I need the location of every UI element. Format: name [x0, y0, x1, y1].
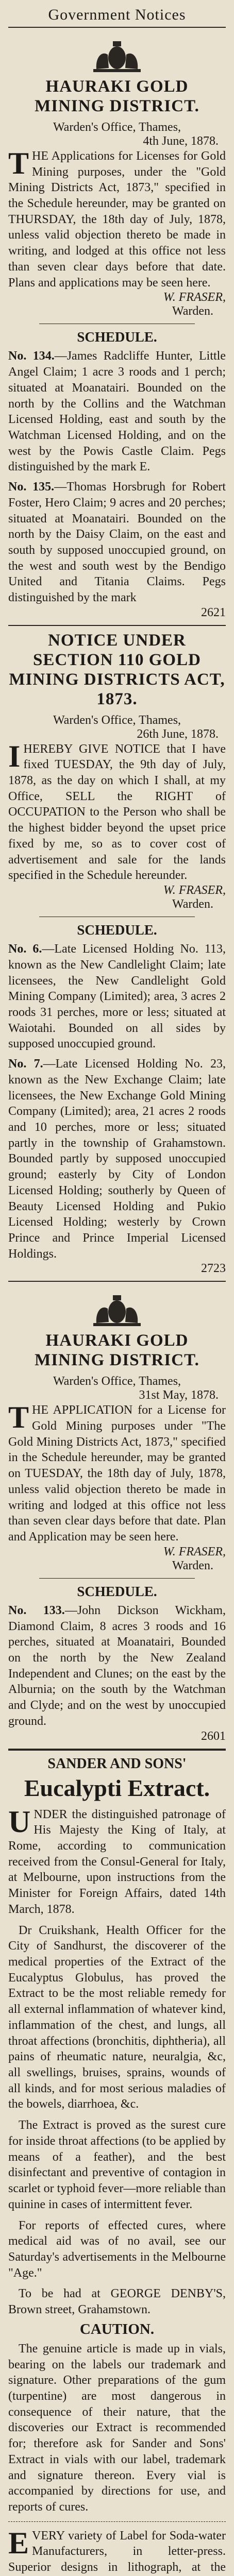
ad-paragraph: For reports of effected cures, where medical aid was of no avail, see our Saturday's advertisements in the Melbourne "Age."	[8, 2218, 226, 2280]
item-text: —James Radcliffe Hunter, Little Angel Claim; 1 acre 3 roods and 1 perch; situated at Moanatairi. Bounded on the north by the Collins and the Watchman Licensed Holding, east and south by the Watchman Licensed Holding, and on the west by the Powis Castle Claim. Pegs distinguished by the mark E.	[8, 349, 226, 474]
notice-role: Warden.	[172, 304, 213, 318]
item-text: —Thomas Horsbrugh for Robert Foster, Hero Claim; 9 acres and 20 perches; situated at Moanatairi. Bounded on the north by the Daisy Claim, on the east and south by supposed unoccupied ground, on the west and south west by the Bendigo United and Titania Claims. Pegs distinguished by the mark	[8, 480, 226, 605]
schedule-item	[8, 1056, 226, 1262]
item-text: —Late Licensed Holding No. 113, known as the New Candlelight Claim; late licensees, the New Candlelight Gold Mining Company (Limited); area, 3 acres 2 roods 31 perches, more or less; situated at Waiotahi. Bounded on all sides by supposed unoccupied ground.	[8, 942, 226, 1051]
notice-signature: W. FRASER,	[163, 291, 226, 304]
ad-paragraph: UNDER the distinguished patronage of His Majesty the King of Italy, at Rome, according to communication received from the Consul-General for Italy, at Melbourne, upon instructions from the Minister for Foreign Affairs, dated 14th March, 1878.	[8, 1804, 226, 1916]
item-text: —Late Licensed Holding No. 23, known as the New Exchange Claim; late licensees, the New Exchange Gold Mining Company (Limited); area, 21 acres 2 roods and 10 perches, more or less; situated partly in the township of Grahamstown. Bounded partly by supposed unoccupied ground; easterly by City of London Licensed Holding; southerly by Queen of Beauty Licensed Holding and Pukio Licensed Holding; westerly by Crown Prince and Prince Imperial Licensed Holdings.	[8, 1057, 226, 1261]
item-number: No. 134.	[8, 349, 55, 363]
notice-place: Warden's Office, Thames,	[53, 120, 181, 134]
notice-title: NOTICE UNDER SECTION 110 GOLD MINING DISTRICTS ACT, 1873.	[9, 631, 225, 708]
divider	[39, 1578, 195, 1579]
schedule-item	[8, 941, 226, 1052]
notice-place: Warden's Office, Thames,	[53, 713, 181, 727]
ad-number: 2723	[201, 1262, 226, 1276]
eucalypti-advertisement	[8, 1756, 226, 2515]
item-number: No. 7.	[8, 1057, 43, 1071]
notice-hauraki-1	[8, 37, 226, 620]
divider	[8, 625, 226, 626]
notice-body: THE Applications for Licenses for Gold Mining purposes, under the "Gold Mining Districts Act, 1873," specified in the Schedule hereunder, may be granted on THURSDAY, the 18th day of July, 1878, unless valid objection thereto be made in writing, and lodged at this office not less than seven clear days before that date. Plans and applications may be seen here.	[8, 146, 226, 290]
schedule-label: SCHEDULE.	[77, 329, 157, 345]
notice-body: IHEREBY GIVE NOTICE that I have fixed TUESDAY, the 9th day of July, 1878, as the day on which I shall, at my Office, SELL the RIGHT of OCCUPATION to the Person who shall be the highest bidder beyond the upset price fixed by me, so as to cover cost of advertisement and sale for the lands specified in the Schedule hereunder.	[8, 739, 226, 883]
notice-body: THE APPLICATION for a License for Gold Mining purposes under "The Gold Mining Districts Act, 1873," specified in the Schedule hereunder, may be granted on TUESDAY, the 18th day of July, 1878, unless valid objection thereto be made in writing and lodged at this office not less than seven clear days before that date. Plan and Application may be seen here.	[8, 1400, 226, 1544]
notice-place: Warden's Office, Thames,	[53, 1375, 181, 1388]
notice-signature: W. FRASER,	[163, 884, 226, 897]
caution-heading: CAUTION.	[79, 2320, 155, 2337]
item-text: —John Dickson Wickham, Diamond Claim, 8 acres 3 roods and 16 perches, situated at Moanatairi, Bounded on the north by the New Zealand Independent and Clunes; on the east by the Alburnia; on the south by the Watchman and Clyde; and on the west by unoccupied ground.	[8, 1603, 226, 1728]
schedule-item	[8, 348, 226, 475]
divider	[8, 1281, 226, 1282]
notice-section-110	[8, 631, 226, 1276]
product-name: Eucalypti Extract.	[24, 1774, 210, 1801]
ad-number: 2601	[201, 1729, 226, 1743]
notice-hauraki-2	[8, 1291, 226, 1743]
item-number: No. 133.	[8, 1603, 65, 1617]
notice-title: HAURAKI GOLD MINING DISTRICT.	[35, 1331, 199, 1370]
notice-role: Warden.	[172, 1558, 213, 1572]
royal-crest-icon	[86, 1291, 148, 1328]
notice-role: Warden.	[172, 897, 213, 911]
item-number: No. 135.	[8, 480, 55, 494]
divider	[8, 2521, 226, 2522]
notice-date: 26th June, 1878.	[137, 727, 219, 741]
ad-paragraph: Dr Cruikshank, Health Officer for the City of Sandhurst, the discoverer of the medical properties of the Extract of the Eucalyptus Globulus, has proved the Extract to be the most reliable remedy for all external inflammation of whatever kind, inflammation of the chest, and lungs, all throat affections (bronchitis, diphtheria), all pains of rheumatic nature, neuralgia, &c, all swellings, bruises, sprains, wounds of all kinds, and for most serious maladies of the bowels, diarrhoea, &c.	[8, 1923, 226, 2111]
schedule-item	[8, 479, 226, 606]
section-masthead: Government Notices	[8, 4, 226, 28]
schedule-label: SCHEDULE.	[77, 1583, 157, 1599]
notice-date: 4th June, 1878.	[143, 134, 219, 148]
royal-crest-icon	[86, 37, 148, 74]
schedule-label: SCHEDULE.	[77, 922, 157, 938]
ad-number: 2621	[201, 605, 226, 619]
ad-paragraph: The genuine article is made up in vials, bearing on the labels our trademark and signature. Other preparations of the gum (turpentine) are most dangerous in consequence of their nature, that the discoveries our Extract is recommended for; therefore ask for Sander and Sons' Extract in vials with our label, trademark and signature thereon. Every vial is accompanied by directions for use, and reports of cures.	[8, 2342, 226, 2514]
item-number: No. 6.	[8, 942, 42, 956]
divider	[8, 1749, 226, 1751]
labels-advertisement: EVERY variety of Label for Soda-water Manufacturers, in letter-press. Superior designs in lithograph, at the	[8, 2526, 226, 2574]
notice-date: 31st May, 1878.	[139, 1388, 219, 1402]
ad-title: SANDER AND SONS'	[47, 1755, 187, 1772]
notice-signature: W. FRASER,	[163, 1545, 226, 1558]
ad-paragraph: The Extract is proved as the surest cure for inside throat affections (to be applied by means of a feather), and the best disinfectant and preventive of contagion in scarlet or typhoid fever—more reliable than quinine in cases of intermittent fever.	[8, 2119, 226, 2211]
ad-paragraph: To be had at GEORGE DENBY'S, Brown street, Grahamstown.	[8, 2287, 226, 2317]
schedule-item	[8, 1603, 226, 1730]
notice-title: HAURAKI GOLD MINING DISTRICT.	[35, 77, 199, 115]
